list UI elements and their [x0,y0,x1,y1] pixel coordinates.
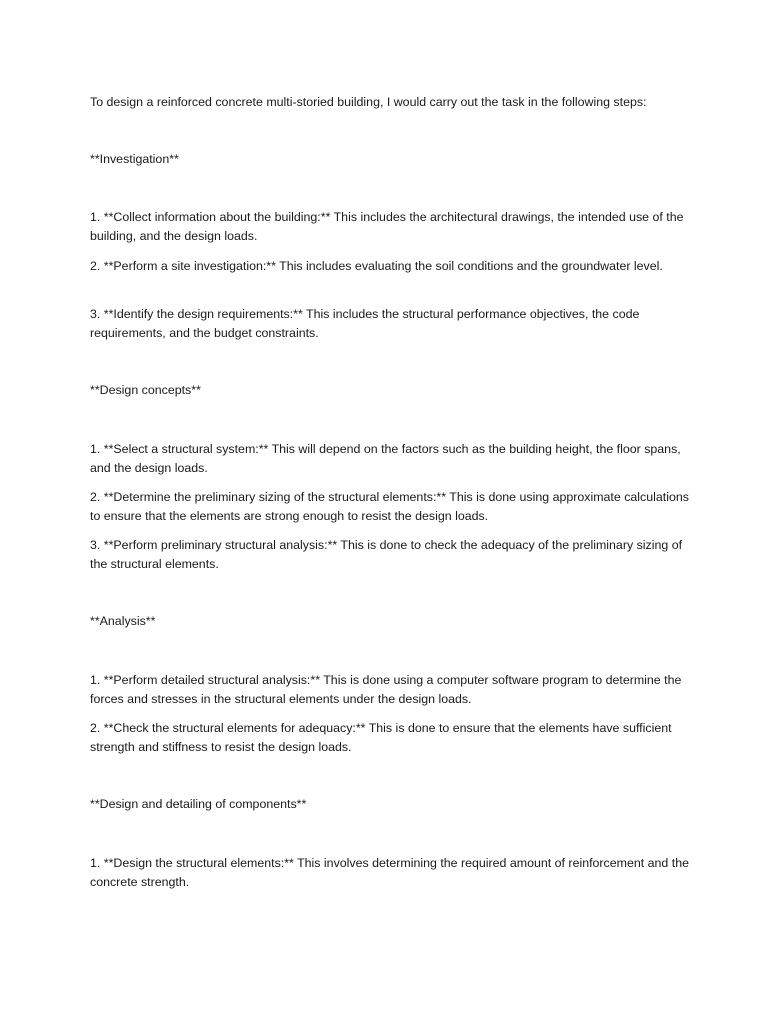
list-item: 3. **Identify the design requirements:** This includes the structural performance objectives, the code requirements, and the budget constraints. [90,307,640,340]
list-item: 2. **Determine the preliminary sizing of the structural elements:** This is done using approximate calculations to ensure that the elements are strong enough to resist the design loads. [90,490,689,523]
section-heading-investigation: **Investigation** [90,152,179,166]
list-item: 1. **Perform detailed structural analysis:** This is done using a computer software program to determine the forces and stresses in the structural elements under the design loads. [90,673,682,706]
list-item: 1. **Design the structural elements:** This involves determining the required amount of reinforcement and the concrete strength. [90,856,689,889]
list-item: 2. **Check the structural elements for adequacy:** This is done to ensure that the elements have sufficient strength and stiffness to resist the design loads. [90,721,672,754]
section-heading-design-and-detailing: **Design and detailing of components** [90,797,307,811]
list-item: 3. **Perform preliminary structural analysis:** This is done to check the adequacy of the preliminary sizing of the structural elements. [90,538,683,571]
intro-paragraph: To design a reinforced concrete multi-storied building, I would carry out the task in the following steps: [90,95,647,109]
list-item: 1. **Select a structural system:** This will depend on the factors such as the building height, the floor spans, and the design loads. [90,442,681,475]
section-heading-design-concepts: **Design concepts** [90,383,201,397]
list-item: 1. **Collect information about the building:** This includes the architectural drawings, the intended use of the building, and the design loads. [90,210,684,243]
list-item: 2. **Perform a site investigation:** This includes evaluating the soil conditions and the groundwater level. [90,259,663,273]
section-heading-analysis: **Analysis** [90,614,156,628]
